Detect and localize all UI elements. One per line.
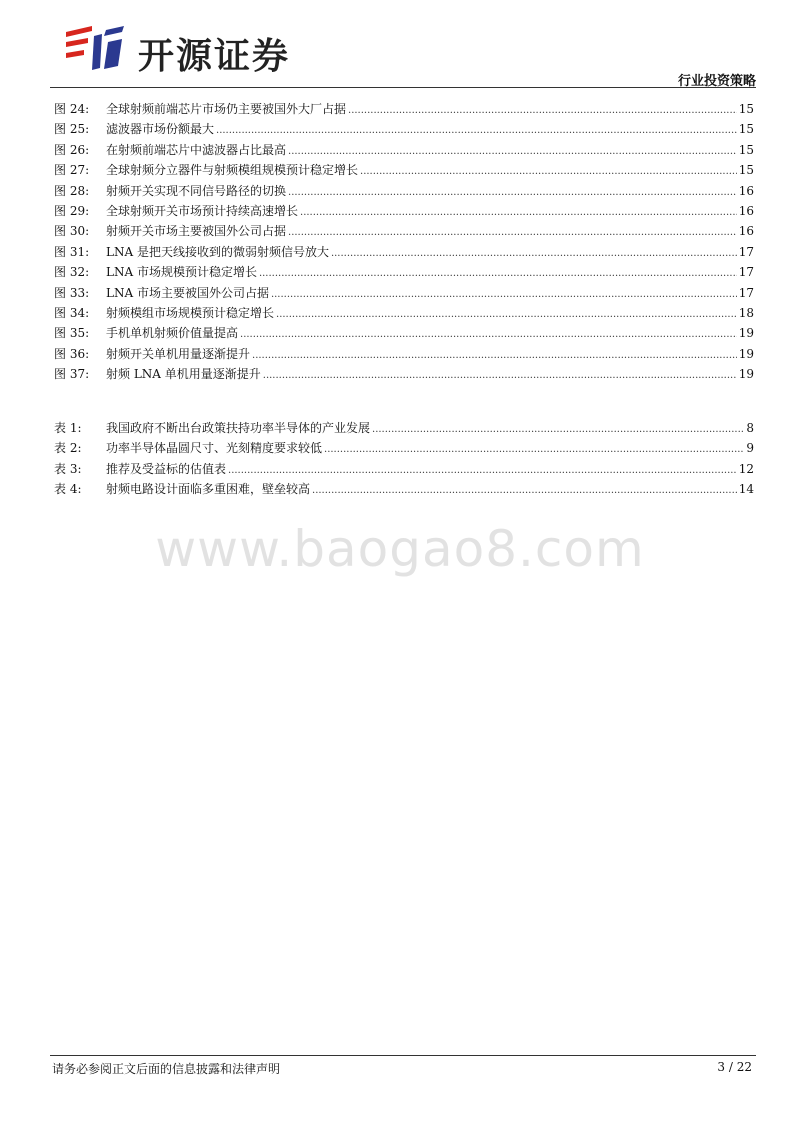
entry-page-number: 17: [738, 265, 754, 280]
entry-label: 图 37:: [54, 367, 90, 382]
table-toc-entry[interactable]: [54, 418, 754, 438]
table-toc-entry[interactable]: [54, 479, 754, 499]
figure-toc-entry[interactable]: [54, 99, 754, 119]
entry-label: 表 1:: [54, 421, 82, 435]
dot-leader: [288, 183, 737, 203]
entry-label: 图 35:: [54, 326, 90, 341]
entry-title: 射频开关实现不同信号路径的切换: [106, 183, 287, 198]
entry-label: 图 32:: [54, 265, 90, 280]
figure-toc-entry[interactable]: [54, 160, 754, 180]
page-number: 3 / 22: [717, 1060, 752, 1074]
entry-label: 图 27:: [54, 163, 90, 178]
dot-leader: [259, 264, 737, 284]
figure-toc-entry[interactable]: [54, 201, 754, 221]
figure-toc-entry[interactable]: [54, 242, 754, 262]
dot-leader: [228, 461, 737, 481]
dot-leader: [300, 203, 737, 223]
entry-label: 图 25:: [54, 122, 90, 137]
entry-label: 图 26:: [54, 142, 90, 157]
entry-title: 射频开关单机用量逐渐提升: [106, 346, 251, 361]
entry-page-number: 17: [738, 285, 754, 300]
entry-page-number: 19: [738, 346, 754, 361]
figure-toc-entry[interactable]: [54, 344, 754, 364]
dot-leader: [240, 325, 737, 345]
entry-label: 图 31:: [54, 244, 90, 259]
entry-page-number: 12: [738, 461, 754, 476]
figure-toc-entry[interactable]: [54, 140, 754, 160]
dot-leader: [288, 142, 737, 162]
figure-toc-entry[interactable]: [54, 364, 754, 384]
entry-label: 图 28:: [54, 183, 90, 198]
dot-leader: [331, 244, 737, 264]
entry-label: 图 36:: [54, 346, 90, 361]
brand-logo: [62, 22, 312, 77]
dot-leader: [324, 440, 744, 460]
entry-title: 射频模组市场规模预计稳定增长: [106, 305, 275, 320]
entry-page-number: 15: [738, 142, 754, 157]
entry-label: 图 24:: [54, 102, 90, 116]
entry-label: 表 4:: [54, 482, 82, 497]
figure-toc-entry[interactable]: [54, 119, 754, 139]
table-toc-entry[interactable]: [54, 459, 754, 479]
entry-page-number: 15: [738, 102, 754, 116]
entry-page-number: 16: [738, 203, 754, 218]
figure-toc-entry[interactable]: [54, 262, 754, 282]
entry-title: 滤波器市场份额最大: [106, 122, 215, 137]
dot-leader: [360, 162, 737, 182]
dot-leader: [288, 223, 737, 243]
entry-title: 功率半导体晶圆尺寸、光刻精度要求较低: [106, 441, 323, 456]
entry-label: 表 2:: [54, 441, 82, 456]
entry-label: 图 30:: [54, 224, 90, 239]
entry-page-number: 18: [738, 305, 754, 320]
dot-leader: [263, 366, 737, 386]
entry-page-number: 14: [738, 482, 754, 497]
logo-mark-icon: [62, 22, 132, 74]
table-list: [54, 418, 754, 500]
figure-list: [54, 99, 754, 384]
entry-label: 图 29:: [54, 203, 90, 218]
watermark: www.baogao8.com: [155, 520, 645, 578]
figure-toc-entry[interactable]: [54, 283, 754, 303]
entry-label: 图 34:: [54, 305, 90, 320]
entry-page-number: 16: [738, 224, 754, 239]
entry-page-number: 8: [746, 421, 754, 435]
footer-disclaimer: 请务必参阅正文后面的信息披露和法律声明: [52, 1062, 281, 1076]
entry-label: 表 3:: [54, 461, 82, 476]
dot-leader: [312, 481, 737, 501]
entry-title: 全球射频分立器件与射频模组规模预计稳定增长: [106, 163, 359, 178]
dot-leader: [216, 121, 737, 141]
figure-toc-entry[interactable]: [54, 303, 754, 323]
entry-title: 全球射频前端芯片市场仍主要被国外大厂占据: [106, 102, 347, 116]
entry-title: LNA 是把天线接收到的微弱射频信号放大: [106, 244, 329, 259]
table-toc-entry[interactable]: [54, 438, 754, 458]
entry-title: 射频开关市场主要被国外公司占据: [106, 224, 287, 239]
brand-name: 开源证券: [138, 36, 291, 77]
entry-title: 推荐及受益标的估值表: [106, 461, 227, 476]
entry-page-number: 15: [738, 122, 754, 137]
entry-title: 在射频前端芯片中滤波器占比最高: [106, 142, 287, 157]
report-category: 行业投资策略: [677, 74, 756, 89]
entry-page-number: 15: [738, 163, 754, 178]
entry-page-number: 19: [738, 367, 754, 382]
entry-title: 我国政府不断出台政策扶持功率半导体的产业发展: [106, 421, 371, 435]
entry-title: LNA 市场规模预计稳定增长: [106, 265, 257, 280]
dot-leader: [271, 285, 737, 305]
entry-title: 全球射频开关市场预计持续高速增长: [106, 203, 299, 218]
figure-toc-entry[interactable]: [54, 323, 754, 343]
dot-leader: [348, 101, 737, 121]
entry-title: 射频 LNA 单机用量逐渐提升: [106, 367, 261, 382]
entry-title: 射频电路设计面临多重困难，壁垒较高: [106, 482, 311, 497]
figure-toc-entry[interactable]: [54, 181, 754, 201]
dot-leader: [372, 420, 744, 440]
dot-leader: [276, 305, 737, 325]
figure-toc-entry[interactable]: [54, 221, 754, 241]
entry-page-number: 17: [738, 244, 754, 259]
entry-title: LNA 市场主要被国外公司占据: [106, 285, 269, 300]
entry-label: 图 33:: [54, 285, 90, 300]
entry-page-number: 19: [738, 326, 754, 341]
entry-page-number: 9: [746, 441, 754, 456]
dot-leader: [252, 346, 737, 366]
footer-divider: [50, 1055, 756, 1056]
page-header: [0, 0, 800, 90]
entry-title: 手机单机射频价值量提高: [106, 326, 239, 341]
header-divider: [50, 87, 756, 88]
entry-page-number: 16: [738, 183, 754, 198]
